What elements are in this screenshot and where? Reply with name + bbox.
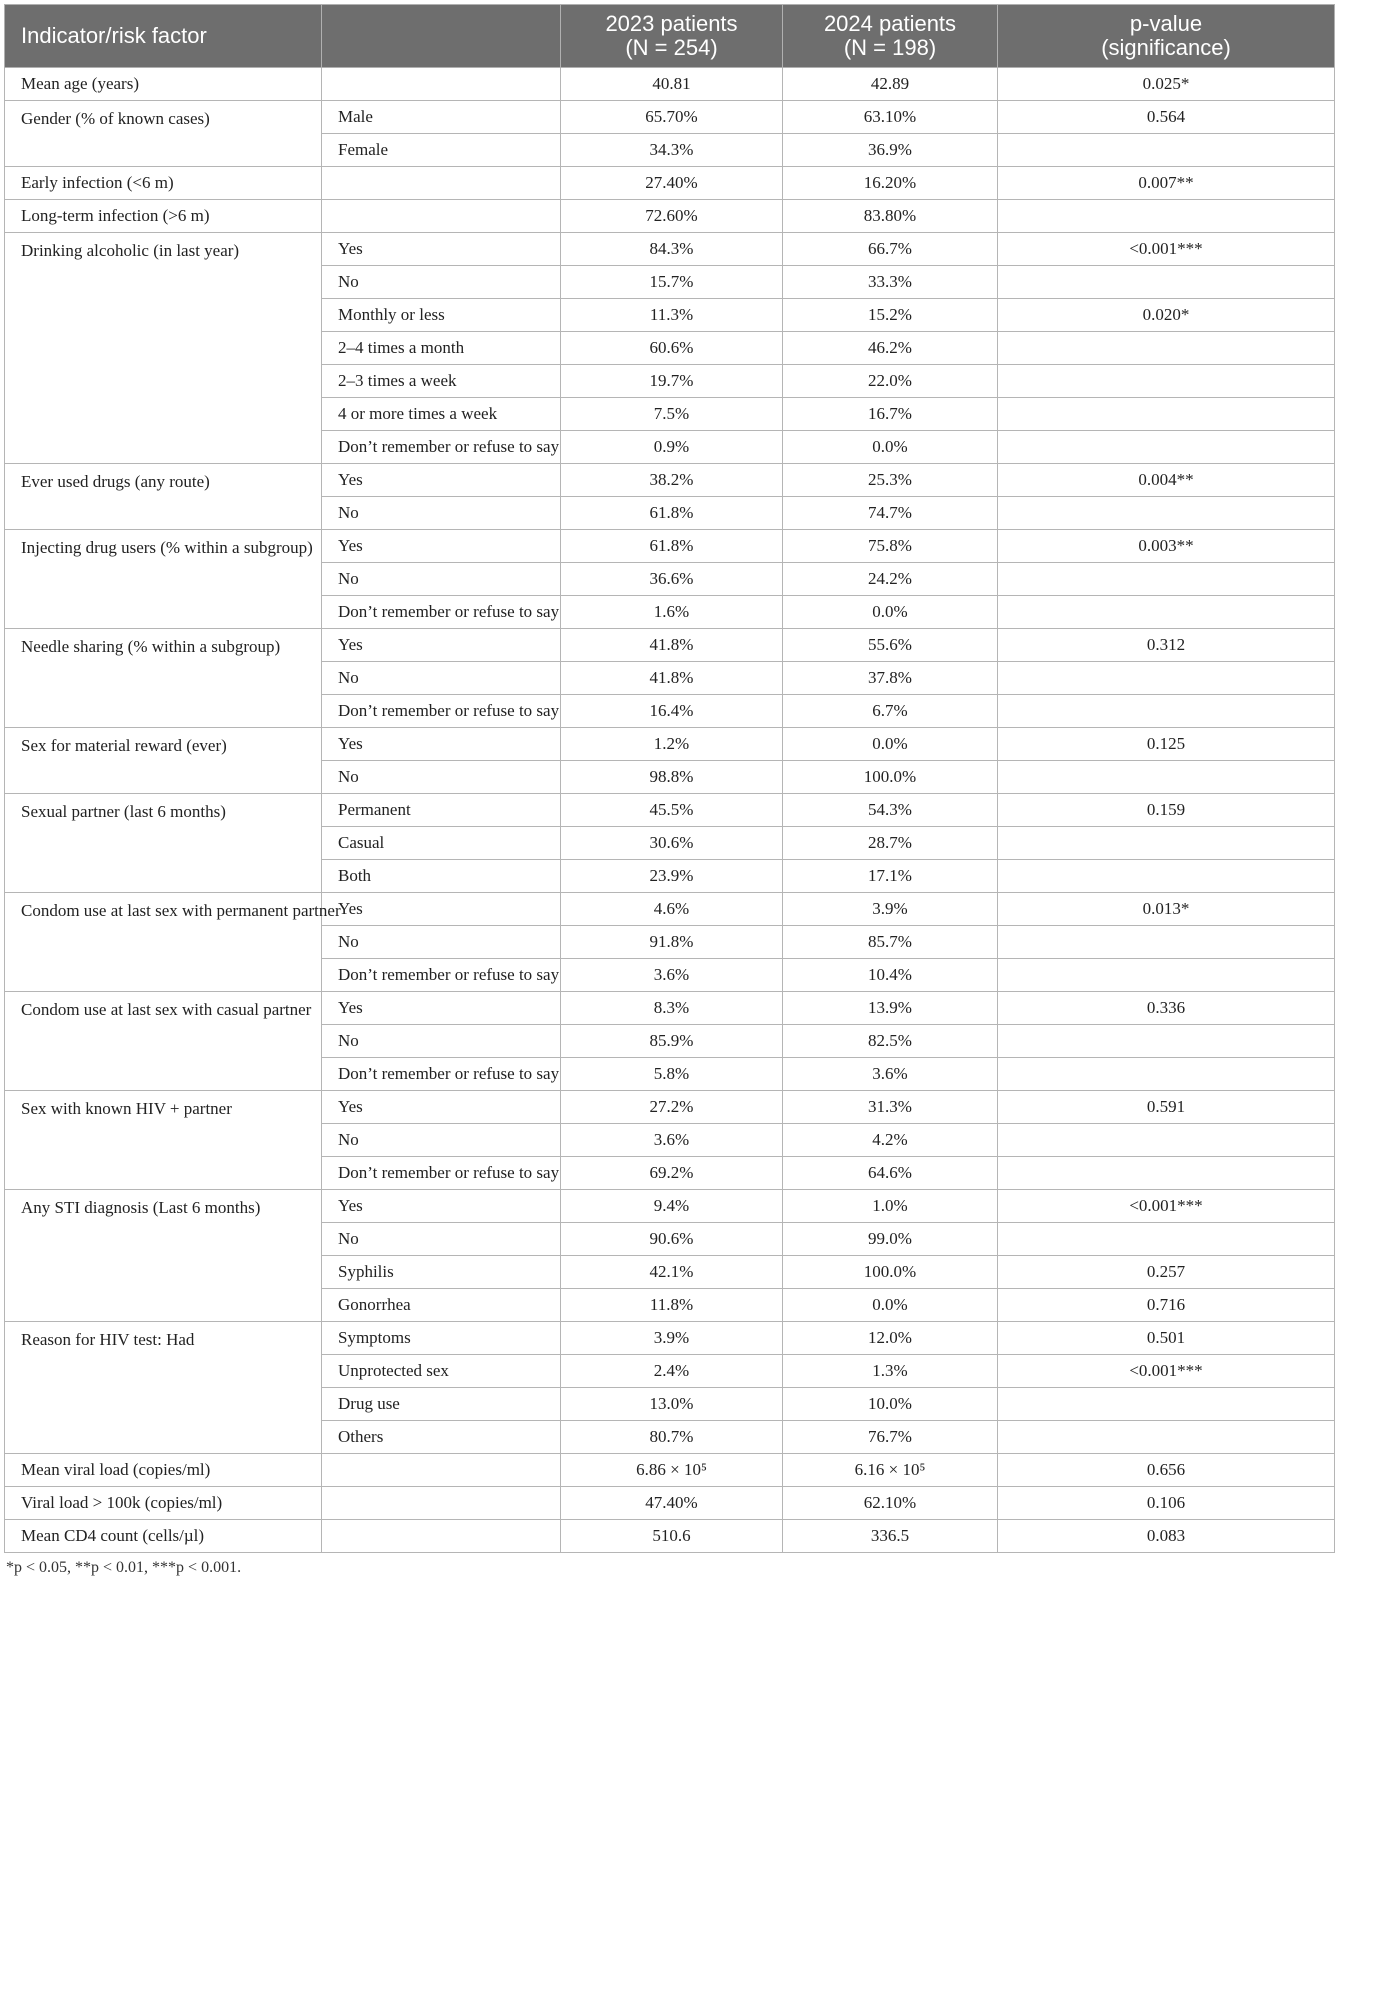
category-cell: No xyxy=(322,1223,561,1256)
value-2023-cell: 27.40% xyxy=(561,167,783,200)
p-value-cell: 0.159 xyxy=(998,794,1335,827)
header-p-title: p-value xyxy=(1129,11,1203,36)
indicator-cell: Reason for HIV test: Had xyxy=(5,1322,322,1454)
value-2024-cell: 42.89 xyxy=(783,68,998,101)
category-cell xyxy=(322,167,561,200)
category-cell: Gonorrhea xyxy=(322,1289,561,1322)
value-2024-cell: 16.7% xyxy=(783,398,998,431)
p-value-cell: 0.591 xyxy=(998,1091,1335,1124)
category-cell: Don’t remember or refuse to say xyxy=(322,1058,561,1091)
category-cell: 4 or more times a week xyxy=(322,398,561,431)
category-cell: Monthly or less xyxy=(322,299,561,332)
indicator-cell: Mean CD4 count (cells/µl) xyxy=(5,1520,322,1553)
category-cell: Don’t remember or refuse to say xyxy=(322,695,561,728)
p-value-cell xyxy=(998,1124,1335,1157)
p-value-cell xyxy=(998,266,1335,299)
value-2023-cell: 45.5% xyxy=(561,794,783,827)
indicator-cell: Condom use at last sex with casual partner xyxy=(5,992,322,1091)
category-cell: Yes xyxy=(322,728,561,761)
value-2024-cell: 62.10% xyxy=(783,1487,998,1520)
p-value-cell xyxy=(998,398,1335,431)
indicator-cell: Mean age (years) xyxy=(5,68,322,101)
category-cell: No xyxy=(322,926,561,959)
p-value-cell xyxy=(998,1223,1335,1256)
value-2024-cell: 83.80% xyxy=(783,200,998,233)
p-value-cell: 0.013* xyxy=(998,893,1335,926)
p-value-cell: <0.001*** xyxy=(998,1190,1335,1223)
value-2024-cell: 336.5 xyxy=(783,1520,998,1553)
category-cell: 2–3 times a week xyxy=(322,365,561,398)
category-cell: Both xyxy=(322,860,561,893)
table-container xyxy=(4,4,1334,1577)
value-2023-cell: 72.60% xyxy=(561,200,783,233)
value-2024-cell: 6.7% xyxy=(783,695,998,728)
table-body xyxy=(5,68,1335,1553)
value-2023-cell: 36.6% xyxy=(561,563,783,596)
value-2023-cell: 98.8% xyxy=(561,761,783,794)
p-value-cell: 0.336 xyxy=(998,992,1335,1025)
value-2023-cell: 23.9% xyxy=(561,860,783,893)
category-cell: 2–4 times a month xyxy=(322,332,561,365)
header-row xyxy=(5,5,1335,68)
category-cell: Yes xyxy=(322,464,561,497)
p-value-cell: 0.257 xyxy=(998,1256,1335,1289)
p-value-cell xyxy=(998,959,1335,992)
header-2023-n: (N = 254) xyxy=(625,35,718,60)
indicator-cell: Gender (% of known cases) xyxy=(5,101,322,167)
p-value-cell xyxy=(998,695,1335,728)
p-value-cell: <0.001*** xyxy=(998,233,1335,266)
p-value-cell: 0.004** xyxy=(998,464,1335,497)
category-cell: Don’t remember or refuse to say xyxy=(322,959,561,992)
value-2024-cell: 4.2% xyxy=(783,1124,998,1157)
category-cell: No xyxy=(322,761,561,794)
value-2024-cell: 0.0% xyxy=(783,596,998,629)
value-2023-cell: 84.3% xyxy=(561,233,783,266)
p-value-cell: 0.564 xyxy=(998,101,1335,134)
category-cell: Male xyxy=(322,101,561,134)
category-cell: Casual xyxy=(322,827,561,860)
category-cell: Female xyxy=(322,134,561,167)
value-2024-cell: 66.7% xyxy=(783,233,998,266)
value-2023-cell: 4.6% xyxy=(561,893,783,926)
p-value-cell: <0.001*** xyxy=(998,1355,1335,1388)
value-2023-cell: 61.8% xyxy=(561,530,783,563)
table-row xyxy=(5,629,1335,662)
table-row xyxy=(5,200,1335,233)
category-cell xyxy=(322,1454,561,1487)
value-2024-cell: 0.0% xyxy=(783,1289,998,1322)
value-2024-cell: 3.6% xyxy=(783,1058,998,1091)
value-2024-cell: 16.20% xyxy=(783,167,998,200)
p-value-cell xyxy=(998,761,1335,794)
indicator-cell: Sex with known HIV + partner xyxy=(5,1091,322,1190)
table-row xyxy=(5,167,1335,200)
header-2023 xyxy=(561,5,783,68)
value-2024-cell: 85.7% xyxy=(783,926,998,959)
indicator-cell: Injecting drug users (% within a subgroup) xyxy=(5,530,322,629)
value-2024-cell: 63.10% xyxy=(783,101,998,134)
category-cell xyxy=(322,200,561,233)
indicator-cell: Mean viral load (copies/ml) xyxy=(5,1454,322,1487)
category-cell: Yes xyxy=(322,530,561,563)
p-value-cell xyxy=(998,1421,1335,1454)
value-2024-cell: 36.9% xyxy=(783,134,998,167)
indicator-cell: Sexual partner (last 6 months) xyxy=(5,794,322,893)
table-row xyxy=(5,1091,1335,1124)
p-value-cell: 0.312 xyxy=(998,629,1335,662)
value-2023-cell: 69.2% xyxy=(561,1157,783,1190)
value-2024-cell: 100.0% xyxy=(783,761,998,794)
value-2023-cell: 65.70% xyxy=(561,101,783,134)
category-cell: Others xyxy=(322,1421,561,1454)
value-2024-cell: 13.9% xyxy=(783,992,998,1025)
value-2023-cell: 5.8% xyxy=(561,1058,783,1091)
value-2023-cell: 42.1% xyxy=(561,1256,783,1289)
p-value-cell xyxy=(998,431,1335,464)
value-2023-cell: 2.4% xyxy=(561,1355,783,1388)
indicator-cell: Drinking alcoholic (in last year) xyxy=(5,233,322,464)
value-2024-cell: 74.7% xyxy=(783,497,998,530)
value-2024-cell: 17.1% xyxy=(783,860,998,893)
table-row xyxy=(5,101,1335,134)
value-2023-cell: 30.6% xyxy=(561,827,783,860)
indicator-cell: Needle sharing (% within a subgroup) xyxy=(5,629,322,728)
value-2023-cell: 61.8% xyxy=(561,497,783,530)
value-2023-cell: 13.0% xyxy=(561,1388,783,1421)
p-value-cell: 0.125 xyxy=(998,728,1335,761)
value-2024-cell: 24.2% xyxy=(783,563,998,596)
value-2023-cell: 34.3% xyxy=(561,134,783,167)
value-2024-cell: 15.2% xyxy=(783,299,998,332)
table-row xyxy=(5,992,1335,1025)
value-2023-cell: 7.5% xyxy=(561,398,783,431)
p-value-cell xyxy=(998,134,1335,167)
value-2023-cell: 90.6% xyxy=(561,1223,783,1256)
value-2024-cell: 33.3% xyxy=(783,266,998,299)
category-cell: No xyxy=(322,497,561,530)
value-2023-cell: 41.8% xyxy=(561,629,783,662)
indicator-cell: Early infection (<6 m) xyxy=(5,167,322,200)
category-cell xyxy=(322,68,561,101)
value-2023-cell: 40.81 xyxy=(561,68,783,101)
category-cell: Unprotected sex xyxy=(322,1355,561,1388)
value-2024-cell: 3.9% xyxy=(783,893,998,926)
category-cell: Syphilis xyxy=(322,1256,561,1289)
p-value-cell: 0.007** xyxy=(998,167,1335,200)
indicator-cell: Condom use at last sex with permanent partner xyxy=(5,893,322,992)
p-value-cell xyxy=(998,563,1335,596)
p-value-cell xyxy=(998,926,1335,959)
value-2024-cell: 82.5% xyxy=(783,1025,998,1058)
value-2023-cell: 9.4% xyxy=(561,1190,783,1223)
value-2023-cell: 1.6% xyxy=(561,596,783,629)
category-cell: Yes xyxy=(322,992,561,1025)
value-2023-cell: 0.9% xyxy=(561,431,783,464)
value-2023-cell: 3.6% xyxy=(561,1124,783,1157)
value-2024-cell: 64.6% xyxy=(783,1157,998,1190)
p-value-cell xyxy=(998,1388,1335,1421)
category-cell: No xyxy=(322,563,561,596)
category-cell: Yes xyxy=(322,893,561,926)
p-value-cell xyxy=(998,497,1335,530)
value-2024-cell: 75.8% xyxy=(783,530,998,563)
indicator-cell: Ever used drugs (any route) xyxy=(5,464,322,530)
value-2024-cell: 25.3% xyxy=(783,464,998,497)
value-2023-cell: 27.2% xyxy=(561,1091,783,1124)
value-2023-cell: 15.7% xyxy=(561,266,783,299)
value-2024-cell: 55.6% xyxy=(783,629,998,662)
category-cell: Don’t remember or refuse to say xyxy=(322,596,561,629)
p-value-cell xyxy=(998,200,1335,233)
value-2024-cell: 100.0% xyxy=(783,1256,998,1289)
p-value-cell: 0.003** xyxy=(998,530,1335,563)
table-row xyxy=(5,893,1335,926)
category-cell: Permanent xyxy=(322,794,561,827)
header-2023-title: 2023 patients xyxy=(605,11,738,36)
category-cell: Yes xyxy=(322,1190,561,1223)
value-2024-cell: 31.3% xyxy=(783,1091,998,1124)
value-2023-cell: 3.9% xyxy=(561,1322,783,1355)
value-2024-cell: 54.3% xyxy=(783,794,998,827)
table-row xyxy=(5,530,1335,563)
value-2023-cell: 38.2% xyxy=(561,464,783,497)
category-cell xyxy=(322,1520,561,1553)
p-value-cell xyxy=(998,662,1335,695)
p-value-cell xyxy=(998,1025,1335,1058)
value-2023-cell: 85.9% xyxy=(561,1025,783,1058)
category-cell: Don’t remember or refuse to say xyxy=(322,431,561,464)
p-value-cell: 0.501 xyxy=(998,1322,1335,1355)
p-value-cell: 0.716 xyxy=(998,1289,1335,1322)
category-cell: Drug use xyxy=(322,1388,561,1421)
p-value-cell: 0.025* xyxy=(998,68,1335,101)
value-2024-cell: 0.0% xyxy=(783,728,998,761)
value-2024-cell: 0.0% xyxy=(783,431,998,464)
p-value-cell xyxy=(998,365,1335,398)
value-2023-cell: 47.40% xyxy=(561,1487,783,1520)
table-footnote: *p < 0.05, **p < 0.01, ***p < 0.001. xyxy=(6,1559,242,1576)
value-2024-cell: 6.16 × 10⁵ xyxy=(783,1454,998,1487)
value-2024-cell: 46.2% xyxy=(783,332,998,365)
value-2024-cell: 1.3% xyxy=(783,1355,998,1388)
value-2023-cell: 3.6% xyxy=(561,959,783,992)
p-value-cell: 0.106 xyxy=(998,1487,1335,1520)
value-2024-cell: 12.0% xyxy=(783,1322,998,1355)
category-cell: No xyxy=(322,662,561,695)
value-2024-cell: 37.8% xyxy=(783,662,998,695)
table-row xyxy=(5,1454,1335,1487)
header-category xyxy=(322,5,561,68)
value-2023-cell: 1.2% xyxy=(561,728,783,761)
value-2023-cell: 41.8% xyxy=(561,662,783,695)
p-value-cell xyxy=(998,332,1335,365)
value-2023-cell: 11.8% xyxy=(561,1289,783,1322)
value-2023-cell: 80.7% xyxy=(561,1421,783,1454)
category-cell: Yes xyxy=(322,629,561,662)
p-value-cell: 0.656 xyxy=(998,1454,1335,1487)
header-p-sub: (significance) xyxy=(1101,35,1231,60)
table-row xyxy=(5,794,1335,827)
p-value-cell xyxy=(998,860,1335,893)
category-cell: No xyxy=(322,1025,561,1058)
p-value-cell xyxy=(998,1058,1335,1091)
risk-factor-table xyxy=(4,4,1335,1553)
header-2024-n: (N = 198) xyxy=(843,35,937,60)
header-p-value xyxy=(998,5,1335,68)
header-indicator: Indicator/risk factor xyxy=(5,5,322,68)
table-row xyxy=(5,233,1335,266)
value-2024-cell: 22.0% xyxy=(783,365,998,398)
value-2023-cell: 6.86 × 10⁵ xyxy=(561,1454,783,1487)
value-2024-cell: 1.0% xyxy=(783,1190,998,1223)
category-cell: Yes xyxy=(322,233,561,266)
p-value-cell xyxy=(998,1157,1335,1190)
value-2023-cell: 16.4% xyxy=(561,695,783,728)
header-2024-title: 2024 patients xyxy=(823,11,957,36)
indicator-cell: Sex for material reward (ever) xyxy=(5,728,322,794)
value-2023-cell: 60.6% xyxy=(561,332,783,365)
table-row xyxy=(5,1520,1335,1553)
p-value-cell xyxy=(998,827,1335,860)
table-row xyxy=(5,1487,1335,1520)
table-row xyxy=(5,68,1335,101)
table-row xyxy=(5,728,1335,761)
indicator-cell: Any STI diagnosis (Last 6 months) xyxy=(5,1190,322,1322)
indicator-cell: Viral load > 100k (copies/ml) xyxy=(5,1487,322,1520)
table-row xyxy=(5,464,1335,497)
category-cell: Yes xyxy=(322,1091,561,1124)
value-2024-cell: 99.0% xyxy=(783,1223,998,1256)
category-cell: Don’t remember or refuse to say xyxy=(322,1157,561,1190)
value-2023-cell: 510.6 xyxy=(561,1520,783,1553)
value-2023-cell: 11.3% xyxy=(561,299,783,332)
value-2024-cell: 76.7% xyxy=(783,1421,998,1454)
value-2024-cell: 10.4% xyxy=(783,959,998,992)
p-value-cell xyxy=(998,596,1335,629)
value-2023-cell: 8.3% xyxy=(561,992,783,1025)
category-cell xyxy=(322,1487,561,1520)
p-value-cell: 0.020* xyxy=(998,299,1335,332)
table-row xyxy=(5,1322,1335,1355)
indicator-cell: Long-term infection (>6 m) xyxy=(5,200,322,233)
category-cell: No xyxy=(322,1124,561,1157)
p-value-cell: 0.083 xyxy=(998,1520,1335,1553)
table-row xyxy=(5,1190,1335,1223)
value-2023-cell: 91.8% xyxy=(561,926,783,959)
value-2024-cell: 10.0% xyxy=(783,1388,998,1421)
header-2024 xyxy=(783,5,998,68)
category-cell: Symptoms xyxy=(322,1322,561,1355)
value-2023-cell: 19.7% xyxy=(561,365,783,398)
category-cell: No xyxy=(322,266,561,299)
value-2024-cell: 28.7% xyxy=(783,827,998,860)
